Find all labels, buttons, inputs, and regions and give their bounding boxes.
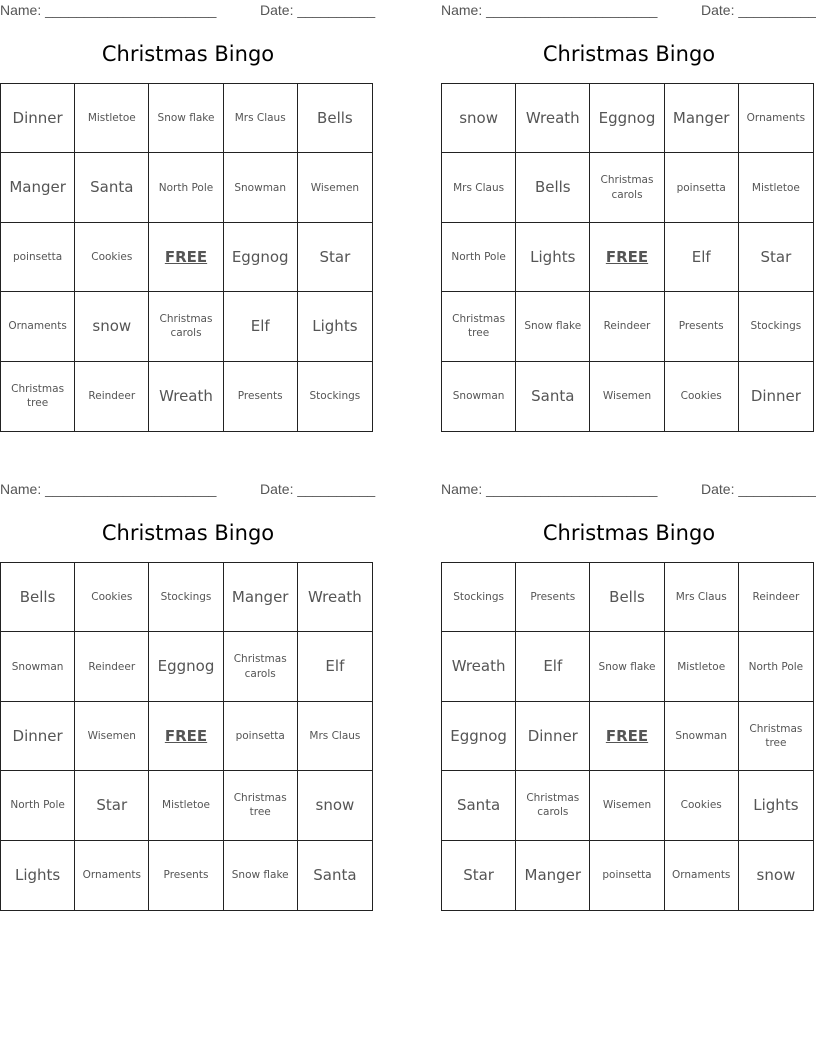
bingo-cell: Christmas carols bbox=[149, 292, 223, 361]
bingo-card-2 bbox=[441, 0, 816, 432]
bingo-cell: Snow flake bbox=[516, 292, 590, 361]
bingo-cell: Presents bbox=[149, 841, 223, 910]
date-field-label: Date: __________ bbox=[260, 481, 376, 497]
bingo-cell: Reindeer bbox=[590, 292, 664, 361]
name-date-row bbox=[441, 479, 816, 501]
bingo-cell: Mistletoe bbox=[739, 153, 813, 222]
bingo-cell: Dinner bbox=[516, 702, 590, 771]
bingo-cell: Bells bbox=[516, 153, 590, 222]
bingo-cell: Wreath bbox=[149, 362, 223, 431]
bingo-card-3 bbox=[0, 479, 376, 911]
bingo-grid bbox=[441, 562, 814, 911]
bingo-cell: Star bbox=[298, 223, 372, 292]
name-date-row bbox=[0, 0, 376, 22]
bingo-cell: Elf bbox=[298, 632, 372, 701]
bingo-cell: Elf bbox=[224, 292, 298, 361]
name-field-label: Name: ______________________ bbox=[0, 2, 217, 18]
bingo-cell: Manger bbox=[224, 563, 298, 632]
bingo-cell: Elf bbox=[516, 632, 590, 701]
bingo-cell: snow bbox=[442, 84, 516, 153]
bingo-cell: Star bbox=[442, 841, 516, 910]
bingo-cell: Ornaments bbox=[665, 841, 739, 910]
bingo-cell: Ornaments bbox=[739, 84, 813, 153]
bingo-cell: Dinner bbox=[750, 387, 801, 406]
free-space-cell: FREE bbox=[590, 223, 664, 292]
bingo-cell: Snowman bbox=[224, 153, 298, 222]
bingo-cell: Lights bbox=[739, 771, 813, 840]
card-title: Christmas Bingo bbox=[101, 42, 275, 66]
bingo-cell: Dinner bbox=[1, 84, 75, 153]
bingo-cell: Cookies bbox=[665, 362, 739, 431]
bingo-cell: Lights bbox=[298, 292, 372, 361]
name-date-row bbox=[441, 0, 816, 22]
bingo-cell: Christmas tree bbox=[739, 702, 813, 771]
bingo-cell: poinsetta bbox=[665, 153, 739, 222]
bingo-cell: Santa bbox=[516, 362, 590, 431]
free-space-cell: FREE bbox=[149, 223, 223, 292]
bingo-cell: Mrs Claus bbox=[665, 563, 739, 632]
bingo-cell: Snow flake bbox=[590, 632, 664, 701]
card-title: Christmas Bingo bbox=[101, 521, 275, 545]
bingo-cell: Stockings bbox=[309, 390, 361, 403]
bingo-cell: poinsetta bbox=[224, 702, 298, 771]
bingo-cell: Wreath bbox=[516, 84, 590, 153]
bingo-card-1 bbox=[0, 0, 376, 432]
bingo-cell: North Pole bbox=[442, 223, 516, 292]
bingo-cell: Ornaments bbox=[1, 292, 75, 361]
bingo-cell: snow bbox=[756, 866, 796, 885]
bingo-grid bbox=[441, 83, 814, 432]
date-field-label: Date: __________ bbox=[701, 2, 816, 18]
bingo-cell: poinsetta bbox=[1, 223, 75, 292]
bingo-cell: Manger bbox=[516, 841, 590, 910]
bingo-grid bbox=[0, 562, 373, 911]
bingo-cell: Presents bbox=[516, 563, 590, 632]
bingo-cell: Star bbox=[75, 771, 149, 840]
bingo-cell: Snow flake bbox=[149, 84, 223, 153]
bingo-cell: Manger bbox=[665, 84, 739, 153]
bingo-cell: Reindeer bbox=[75, 632, 149, 701]
bingo-cell: Santa bbox=[75, 153, 149, 222]
bingo-card-4 bbox=[441, 479, 816, 911]
date-field-label: Date: __________ bbox=[260, 2, 376, 18]
bingo-cell: Mistletoe bbox=[75, 84, 149, 153]
bingo-cell: Wisemen bbox=[75, 702, 149, 771]
bingo-cell: snow bbox=[298, 771, 372, 840]
bingo-cell: Christmas carols bbox=[516, 771, 590, 840]
bingo-cell: Christmas carols bbox=[590, 153, 664, 222]
bingo-cell: Mrs Claus bbox=[298, 702, 372, 771]
name-field-label: Name: ______________________ bbox=[441, 481, 658, 497]
bingo-cell: Dinner bbox=[1, 702, 75, 771]
bingo-cell: Wreath bbox=[298, 563, 372, 632]
bingo-cell: Wreath bbox=[442, 632, 516, 701]
bingo-cell: Lights bbox=[1, 841, 75, 910]
bingo-cell: Cookies bbox=[665, 771, 739, 840]
bingo-cell: Santa bbox=[442, 771, 516, 840]
bingo-cell: Bells bbox=[590, 563, 664, 632]
bingo-cell: Elf bbox=[665, 223, 739, 292]
bingo-cell: Snowman bbox=[1, 632, 75, 701]
bingo-cell: North Pole bbox=[739, 632, 813, 701]
bingo-cell: Mrs Claus bbox=[224, 84, 298, 153]
bingo-cell: North Pole bbox=[149, 153, 223, 222]
bingo-cell: Christmas tree bbox=[442, 292, 516, 361]
bingo-cell: Stockings bbox=[149, 563, 223, 632]
bingo-cell: Mrs Claus bbox=[442, 153, 516, 222]
name-field-label: Name: ______________________ bbox=[441, 2, 658, 18]
bingo-cell: Star bbox=[739, 223, 813, 292]
date-field-label: Date: __________ bbox=[701, 481, 816, 497]
bingo-grid bbox=[0, 83, 373, 432]
bingo-cell: Santa bbox=[313, 866, 357, 885]
bingo-cell: Cookies bbox=[75, 223, 149, 292]
bingo-cell: Presents bbox=[665, 292, 739, 361]
bingo-cell: Reindeer bbox=[739, 563, 813, 632]
bingo-cell: Wisemen bbox=[590, 362, 664, 431]
bingo-cell: Snowman bbox=[442, 362, 516, 431]
free-space-cell: FREE bbox=[149, 702, 223, 771]
bingo-cell: Snowman bbox=[665, 702, 739, 771]
bingo-cell: Mistletoe bbox=[149, 771, 223, 840]
bingo-cell: Reindeer bbox=[75, 362, 149, 431]
name-date-row bbox=[0, 479, 376, 501]
bingo-cell: Wisemen bbox=[590, 771, 664, 840]
bingo-cell: Mistletoe bbox=[665, 632, 739, 701]
bingo-cell: Snow flake bbox=[224, 841, 298, 910]
bingo-cell: snow bbox=[75, 292, 149, 361]
bingo-cell: Stockings bbox=[739, 292, 813, 361]
bingo-cell: Eggnog bbox=[590, 84, 664, 153]
bingo-cell: Wisemen bbox=[298, 153, 372, 222]
bingo-cell: Manger bbox=[1, 153, 75, 222]
card-title: Christmas Bingo bbox=[542, 521, 716, 545]
bingo-cell: North Pole bbox=[1, 771, 75, 840]
bingo-cell: Ornaments bbox=[75, 841, 149, 910]
bingo-cell: poinsetta bbox=[590, 841, 664, 910]
name-field-label: Name: ______________________ bbox=[0, 481, 217, 497]
bingo-cell: Eggnog bbox=[149, 632, 223, 701]
free-space-cell: FREE bbox=[590, 702, 664, 771]
bingo-cell: Presents bbox=[224, 362, 298, 431]
bingo-cell: Eggnog bbox=[224, 223, 298, 292]
bingo-cell: Christmas tree bbox=[1, 362, 75, 431]
bingo-cell: Christmas carols bbox=[224, 632, 298, 701]
bingo-cell: Stockings bbox=[442, 563, 516, 632]
card-title: Christmas Bingo bbox=[542, 42, 716, 66]
bingo-cell: Christmas tree bbox=[224, 771, 298, 840]
bingo-cell: Bells bbox=[298, 84, 372, 153]
bingo-cell: Bells bbox=[1, 563, 75, 632]
bingo-cell: Cookies bbox=[75, 563, 149, 632]
bingo-cell: Eggnog bbox=[442, 702, 516, 771]
bingo-cell: Lights bbox=[516, 223, 590, 292]
